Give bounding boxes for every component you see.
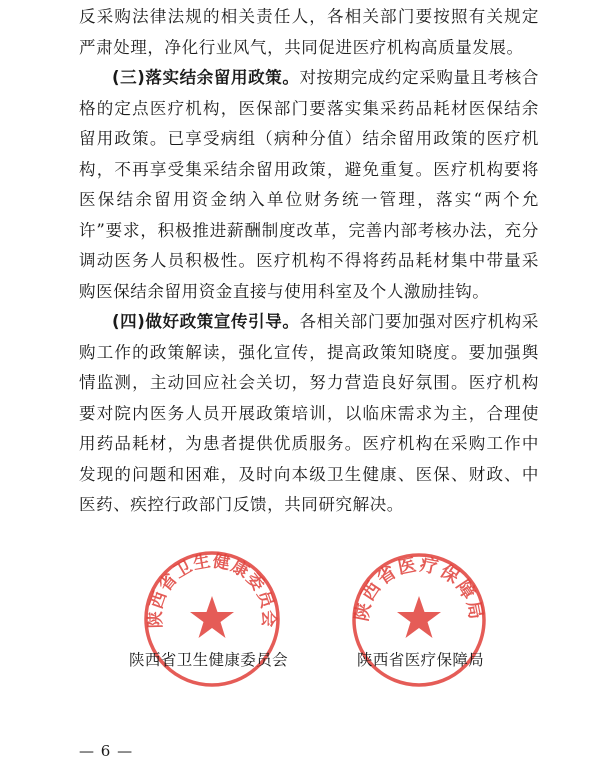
section-4-text: 各相关部门要加强对医疗机构采购工作的政策解读，强化宣传，提高政策知晓度。要加强舆情监测，主动回应社会关切，努力营造良好氛围。医疗机构要对院内医务人员开展政策培训，以临床需求为主，合理使用药品耗材，为患者提供优质服务。医疗机构在采购工作中发现的问题和困难，及时向本级卫生健康、医保、财政、中医药、疾控行政部门反馈，共同研究解决。 [79, 312, 539, 514]
section-3-heading: (三)落实结余留用政策。 [112, 68, 300, 87]
paragraph-section-3 [79, 63, 539, 307]
page-number: — 6 — [79, 742, 134, 760]
section-3-text: 对按期完成约定采购量且考核合格的定点医疗机构，医保部门要落实集采药品耗材医保结余留用政策。已享受病组（病种分值）结余留用政策的医疗机构，不再享受集采结余留用政策，避免重复。医疗机构要将医保结余留用资金纳入单位财务统一管理，落实“两个允许”要求，积极推进薪酬制度改革，完善内部考核办法，充分调动医务人员积极性。医疗机构不得将药品耗材集中带量采购医保结余留用资金直接与使用科室及个人激励挂钩。 [79, 68, 539, 301]
signature-left-org: 陕西省卫生健康委员会 [129, 651, 289, 669]
body-text [79, 2, 539, 521]
right-seal-text: 陕西省医疗保障局 [351, 554, 487, 623]
section-4-heading: (四)做好政策宣传引导。 [112, 312, 300, 331]
paragraph-section-4 [79, 307, 539, 521]
signature-right-org: 陕西省医疗保障局 [357, 651, 485, 669]
left-seal-text: 陕西省卫生健康委员会 [145, 551, 279, 629]
paragraph-continuation: 反采购法律法规的相关责任人，各相关部门要按照有关规定严肃处理，净化行业风气，共同促进医疗机构高质量发展。 [79, 7, 539, 57]
